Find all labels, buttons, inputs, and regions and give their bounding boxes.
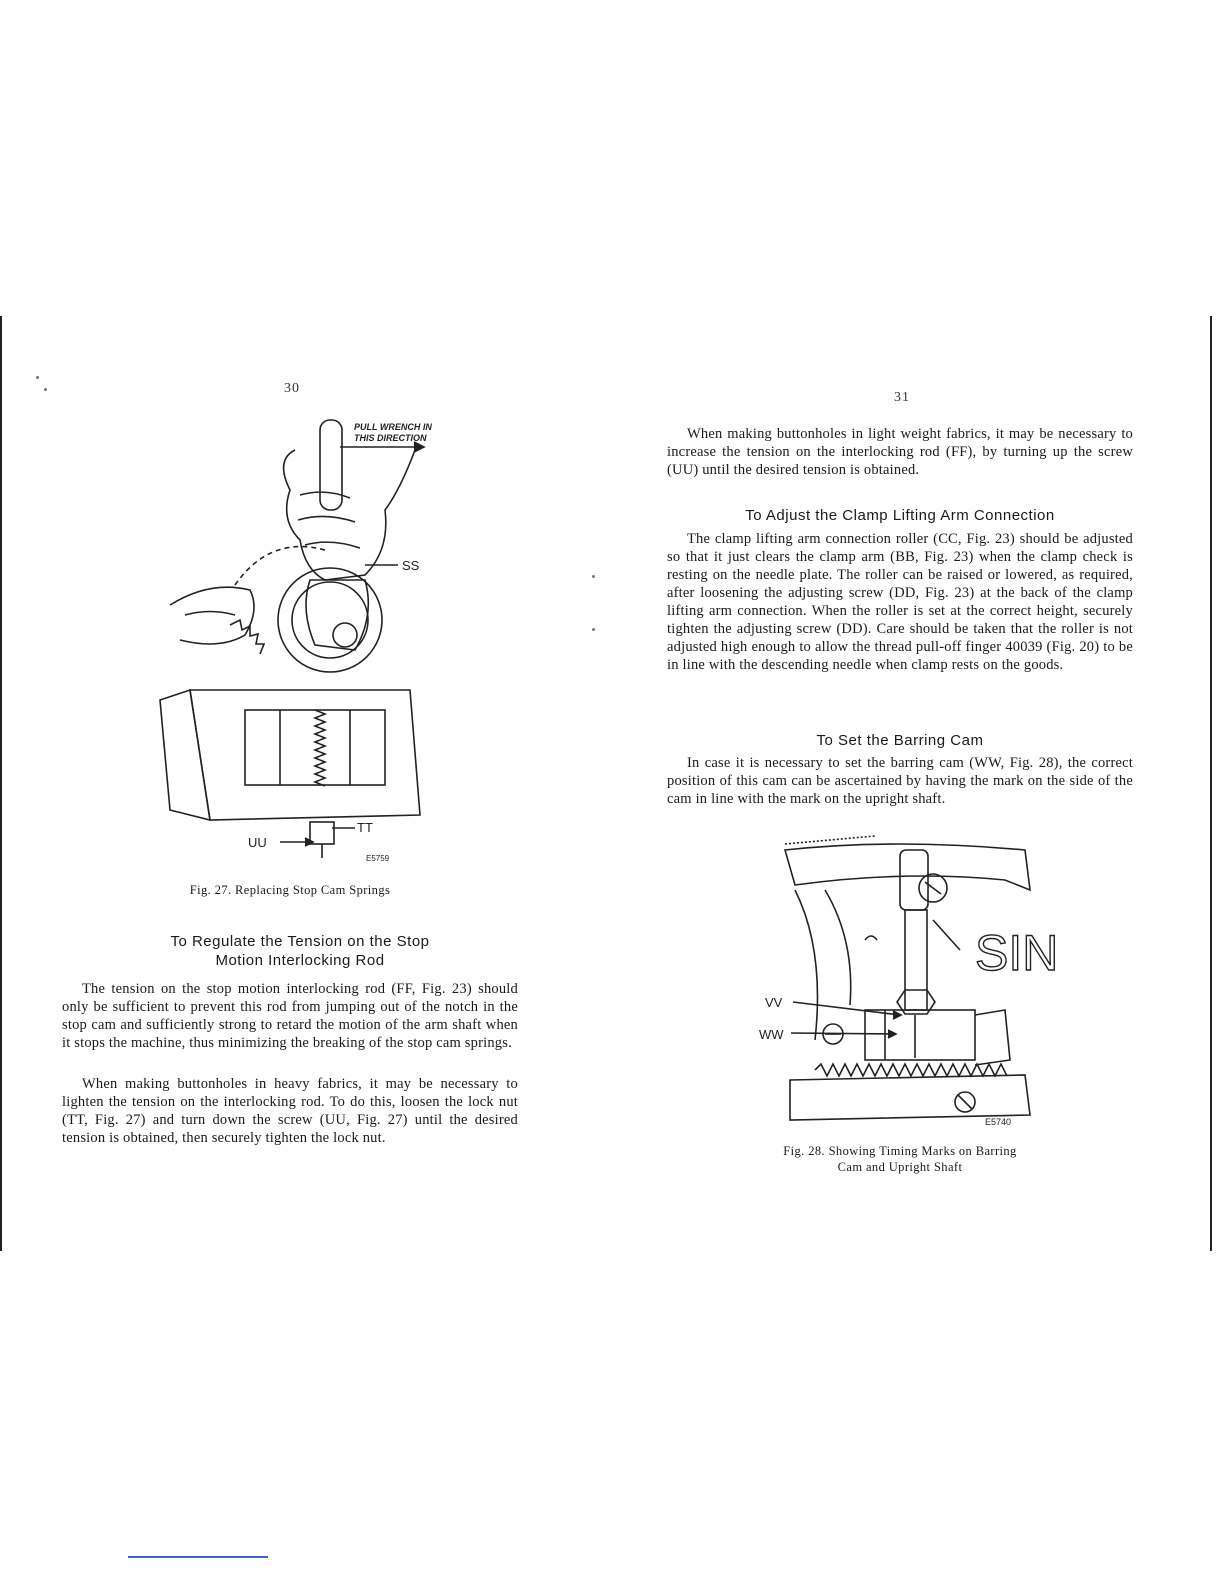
paragraph: When making buttonholes in heavy fabrics, it may be necessary to lighten the tension on the interlocking rod. To do this, loosen the lock nut (TT, Fig. 27) and turn down the screw (UU, Fig. 27) until the desired tension is obtained, then securely tighten the lock nut. bbox=[62, 1076, 518, 1146]
paragraph: The clamp lifting arm connection roller (CC, Fig. 23) should be adjusted so that it just clears the clamp arm (BB, Fig. 23) when the clamp check is resting on the needle plate. The roller can be raised or lowered, as required, after loosening the adjusting screw (DD, Fig. 23) at the back of the clamp lifting arm connection. When the roller is set at the correct height, securely tighten the adjusting screw (DD). Care should be taken that the roller is not adjusted high enough to allow the thread pull-off finger 40039 (Fig. 20) to be in line with the descending needle when clamp rests on the goods. bbox=[667, 531, 1133, 673]
page-edge-left bbox=[0, 316, 2, 1251]
caption-line: Cam and Upright Shaft bbox=[837, 1160, 963, 1174]
section-heading: To Adjust the Clamp Lifting Arm Connection bbox=[745, 507, 1055, 524]
scan-speck bbox=[592, 628, 595, 631]
page-edge-right bbox=[1210, 316, 1212, 1251]
section-heading bbox=[110, 932, 490, 970]
paragraph: In case it is necessary to set the barring cam (WW, Fig. 28), the correct position of this cam can be ascertained by having the mark on the side of the cam in line with the mark on the upright shaft. bbox=[667, 755, 1133, 807]
figure-27-illustration bbox=[150, 410, 440, 870]
figure-28 bbox=[755, 830, 1059, 1135]
section-heading: To Set the Barring Cam bbox=[816, 732, 984, 749]
brand-fragment: SIN bbox=[975, 925, 1059, 981]
paragraph: The tension on the stop motion interlocking rod (FF, Fig. 23) should only be sufficient to prevent this rod from jumping out of the notch in the stop cam and sufficiently strong to retard the motion of the arm shaft when it stops the machine, thus minimizing the breaking of the stop cam springs. bbox=[62, 981, 518, 1051]
caption-line: Fig. 28. Showing Timing Marks on Barring bbox=[783, 1144, 1017, 1158]
scan-speck bbox=[36, 376, 39, 379]
paragraph: When making buttonholes in light weight fabrics, it may be necessary to increase the tension on the interlocking rod (FF), by turning up the screw (UU) until the desired tension is obtained. bbox=[667, 426, 1133, 478]
figure-28-caption bbox=[730, 1143, 1070, 1175]
page-number-left: 30 bbox=[284, 381, 300, 396]
callout-uu: UU bbox=[248, 835, 267, 850]
arrow-label-line2: THIS DIRECTION bbox=[354, 433, 427, 443]
figure-code: E5759 bbox=[366, 854, 390, 863]
figure-27 bbox=[150, 410, 440, 870]
figure-28-illustration bbox=[755, 830, 1059, 1135]
page-number-right: 31 bbox=[894, 390, 910, 405]
scan-speck bbox=[592, 575, 595, 578]
figure-27-caption: Fig. 27. Replacing Stop Cam Springs bbox=[189, 883, 391, 897]
arrow-label-line1: PULL WRENCH IN bbox=[354, 422, 432, 432]
callout-ww: WW bbox=[759, 1027, 784, 1042]
heading-line: Motion Interlocking Rod bbox=[215, 952, 385, 969]
heading-line: To Regulate the Tension on the Stop bbox=[170, 933, 430, 950]
callout-tt: TT bbox=[357, 820, 373, 835]
callout-ss: SS bbox=[402, 558, 420, 573]
callout-vv: VV bbox=[765, 995, 783, 1010]
figure-code: E5740 bbox=[985, 1117, 1012, 1127]
scan-speck bbox=[44, 388, 47, 391]
bottom-link-underline[interactable] bbox=[128, 1556, 268, 1558]
